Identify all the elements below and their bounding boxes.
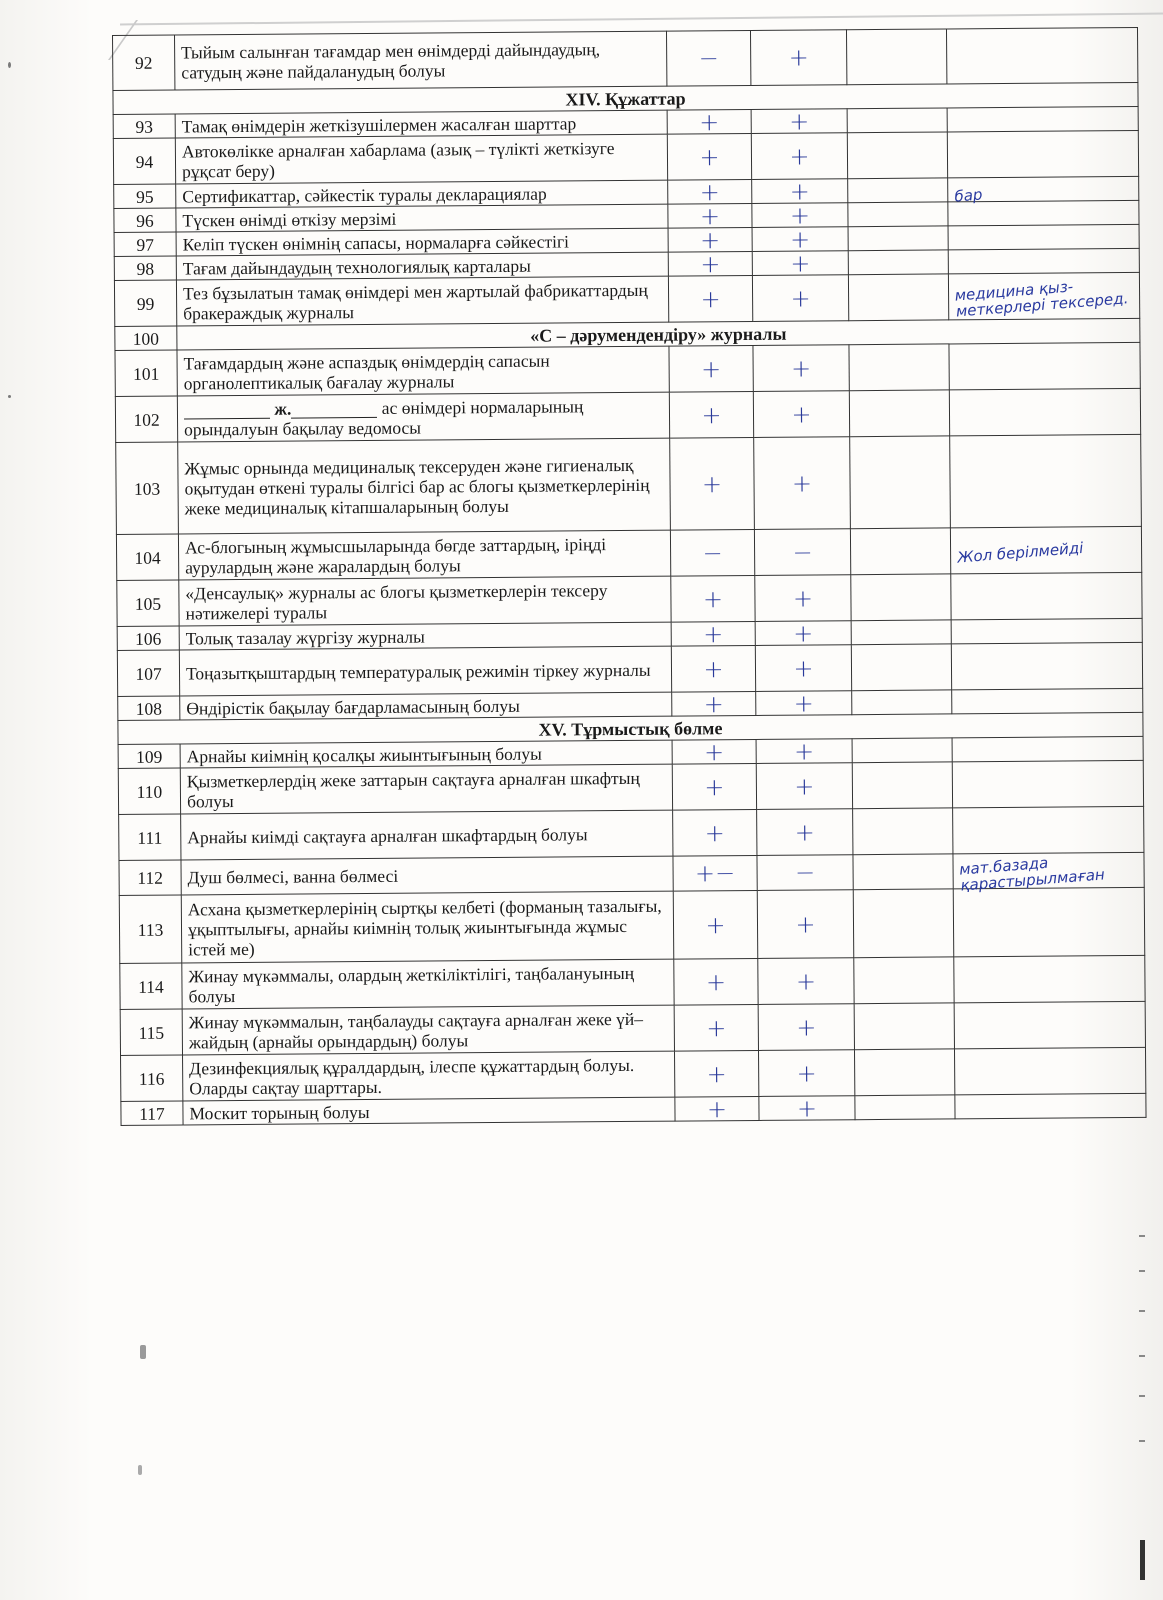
note-cell [952, 760, 1143, 807]
row-number: 107 [117, 650, 179, 696]
margin-mark [1140, 1540, 1145, 1580]
empty-cell [848, 202, 948, 227]
row-text: Тез бұзылатын тамақ өнімдері мен жартылай фабрикаттардың бракераждық журналы [176, 276, 668, 326]
section-title: «С – дәрумендендіру» журналы [177, 318, 1140, 350]
table-row [117, 642, 1142, 696]
mark-col-1: + [671, 621, 755, 646]
note-cell [948, 248, 1139, 273]
mark-col-1: + [668, 251, 752, 276]
mark-col-1: + [673, 890, 758, 959]
margin-mark [1139, 1395, 1145, 1397]
note-cell [955, 1093, 1146, 1118]
mark-col-2: + [759, 1096, 855, 1121]
row-number: 105 [117, 580, 179, 626]
empty-cell [849, 344, 949, 391]
note-cell [946, 27, 1137, 83]
row-number: 111 [119, 814, 181, 860]
empty-cell [854, 957, 954, 1004]
page-fold-edge [120, 13, 1163, 26]
empty-cell [851, 574, 951, 621]
mark-col-2: − [757, 855, 853, 891]
scan-speck [140, 1345, 146, 1359]
row-text-abbrev: ж. [274, 398, 292, 419]
mark-col-2: + [750, 30, 846, 86]
empty-cell [853, 854, 953, 890]
row-text: Арнайы киімнің қосалқы жиынтығының болуы [180, 740, 672, 768]
row-number: 93 [113, 114, 175, 138]
mark-col-1: + [668, 227, 752, 252]
row-number: 92 [113, 35, 175, 90]
empty-cell [849, 390, 949, 437]
table-row [116, 434, 1142, 534]
row-number: 116 [121, 1055, 183, 1101]
row-number: 95 [114, 184, 176, 208]
note-cell [951, 618, 1142, 643]
mark-col-1: + [667, 133, 751, 180]
note-cell: Жол берілмейді [950, 526, 1141, 573]
mark-col-2: + [752, 203, 848, 228]
mark-col-2: + [753, 391, 849, 438]
mark-col-2: + [757, 890, 854, 959]
row-number: 99 [114, 280, 176, 326]
empty-cell [850, 528, 950, 575]
margin-mark [1139, 1355, 1145, 1357]
mark-col-2: + [754, 437, 851, 530]
empty-cell [853, 889, 954, 958]
mark-col-2: + [755, 621, 851, 646]
row-number: 102 [115, 396, 177, 442]
empty-cell [852, 690, 952, 715]
row-text: Дезинфекциялық құралдардың, ілеспе құжаттардың болуы. Оларды сақтау шарттары. [183, 1051, 675, 1101]
row-number: 98 [114, 256, 176, 280]
table-row [113, 130, 1138, 184]
table-row [120, 955, 1145, 1009]
note-cell [953, 806, 1144, 853]
mark-col-2: + [756, 739, 852, 764]
row-number: 112 [119, 860, 181, 895]
empty-cell [852, 762, 952, 809]
row-text: Өндірістік бақылау бағдарламасының болуы [180, 692, 672, 720]
row-number: 101 [115, 350, 177, 396]
row-number: 108 [118, 696, 180, 720]
row-text: Жұмыс орнында медициналық тексеруден және гигиеналық оқытудан өткені туралы білгісі бар ас блогы қызметкерлерінің жеке медициналық кітапшаларының болуы [178, 438, 671, 534]
mark-col-2: + [751, 109, 847, 134]
mark-col-1: + [673, 809, 757, 856]
row-number: 114 [120, 963, 182, 1009]
note-cell [954, 1047, 1145, 1094]
mark-col-1: + [668, 275, 752, 322]
row-text-rest: ас өнімдері нормаларының орындалуын бақылау ведомосы [184, 395, 584, 439]
mark-col-1: + [669, 345, 753, 392]
empty-cell [855, 1095, 955, 1120]
note-cell [951, 642, 1142, 689]
mark-col-1: +− [673, 855, 757, 891]
mark-col-1: − [670, 529, 754, 576]
empty-cell [852, 738, 952, 763]
row-text: Тыйым салынған тағамдар мен өнімдерді дайындаудың, сатудың және пайдаланудың болуы [175, 31, 667, 90]
mark-col-2: + [757, 809, 853, 856]
mark-col-1: + [672, 739, 756, 764]
checklist-table [112, 27, 1147, 1126]
row-number: 94 [113, 138, 175, 184]
mark-col-2: + [756, 763, 852, 810]
note-cell [954, 955, 1145, 1002]
row-number: 106 [117, 626, 179, 650]
row-text: Москит торының болуы [183, 1097, 675, 1125]
table-row [115, 342, 1140, 396]
table-row [121, 1047, 1146, 1101]
note-cell [947, 130, 1138, 177]
empty-cell [846, 29, 946, 85]
note-cell [947, 106, 1138, 131]
row-text: Тоңазытқыштардың температуралық режимін тіркеу журналы [179, 646, 671, 696]
mark-col-2: + [751, 133, 847, 180]
mark-col-1: + [674, 1050, 758, 1097]
mark-col-1: + [668, 179, 752, 204]
row-number: 113 [119, 895, 182, 963]
blank-fill-line [291, 402, 377, 418]
table-row [120, 1001, 1145, 1055]
table-row [119, 887, 1145, 963]
note-cell [949, 342, 1140, 389]
row-text: Автокөлікке арналған хабарлама (азық – түлікті жеткізуге рұқсат беру) [175, 134, 667, 184]
scan-speck [138, 1465, 142, 1475]
row-number: 110 [118, 768, 180, 814]
row-text: Келіп түскен өнімнің сапасы, нормаларға сәйкестігі [176, 228, 668, 256]
margin-mark [1139, 1235, 1145, 1237]
mark-col-2: + [756, 691, 852, 716]
mark-col-1: + [671, 575, 755, 622]
note-cell [952, 688, 1143, 713]
note-cell [948, 200, 1139, 225]
row-text: Ас-блогының жұмысшыларында бөгде заттардың, іріңді аурулардың және жаралардың болуы [178, 530, 670, 580]
note-cell: медицина қыз-меткерлері тексеред. [948, 272, 1139, 319]
row-number: 115 [120, 1009, 182, 1055]
table-row [118, 760, 1143, 814]
note-cell: мат.базада қарастырылмаған [953, 852, 1144, 888]
margin-mark [1139, 1270, 1145, 1272]
row-text: Тамақ өнімдерін жеткізушілермен жасалған шарттар [175, 110, 667, 138]
empty-cell [848, 250, 948, 275]
mark-col-2: + [755, 575, 851, 622]
row-number: 97 [114, 232, 176, 256]
row-number: 103 [116, 442, 179, 534]
mark-col-1: + [675, 1096, 759, 1121]
table-row [117, 572, 1142, 626]
empty-cell [847, 108, 947, 133]
row-text: Жинау мүкәммалы, олардың жеткіліктілігі, таңбалануының болуы [182, 959, 674, 1009]
note-cell [953, 887, 1145, 956]
mark-col-1: + [669, 391, 753, 438]
empty-cell [854, 1003, 954, 1050]
mark-col-2: + [758, 1004, 854, 1051]
row-text: Тағам дайындаудың технологиялық карталары [176, 252, 668, 280]
table-row [113, 27, 1138, 90]
empty-cell [848, 178, 948, 203]
note-cell [950, 434, 1142, 527]
note-cell [954, 1001, 1145, 1048]
mark-col-1: + [668, 203, 752, 228]
table-row [115, 388, 1140, 442]
mark-col-1: + [671, 645, 755, 692]
mark-col-1: + [674, 1004, 758, 1051]
empty-cell [854, 1049, 954, 1096]
mark-col-2: + [752, 275, 848, 322]
empty-cell [851, 644, 951, 691]
table-row [116, 526, 1141, 580]
mark-col-1: + [674, 958, 758, 1005]
row-number: 117 [121, 1101, 183, 1125]
empty-cell [848, 274, 948, 321]
table-row [119, 852, 1144, 895]
row-text [177, 392, 669, 442]
mark-col-1: + [672, 763, 756, 810]
mark-col-2: + [752, 227, 848, 252]
note-cell [952, 736, 1143, 761]
empty-cell [847, 132, 947, 179]
mark-col-1: − [666, 30, 750, 86]
mark-col-2: + [752, 179, 848, 204]
section-title: XV. Тұрмыстық бөлме [118, 712, 1143, 744]
mark-col-1: + [672, 691, 756, 716]
row-text: Душ бөлмесі, ванна бөлмесі [181, 856, 673, 895]
mark-col-2: + [752, 251, 848, 276]
empty-cell [851, 620, 951, 645]
mark-col-2: + [758, 1050, 854, 1097]
row-number: 104 [116, 534, 178, 580]
empty-cell [848, 226, 948, 251]
note-cell [948, 224, 1139, 249]
row-text: «Денсаулық» журналы ас блогы қызметкерлерін тексеру нәтижелері туралы [179, 576, 671, 626]
scan-speck [8, 62, 11, 68]
table-row [119, 806, 1144, 860]
mark-col-2: − [754, 529, 850, 576]
section-title: XIV. Құжаттар [113, 82, 1138, 114]
row-text: Жинау мүкәммалын, таңбалауды сақтауға арналған жеке үй–жайдың (арнайы орындардың) болуы [182, 1005, 674, 1055]
row-text: Түскен өнімді өткізу мерзімі [176, 204, 668, 232]
table-row [114, 272, 1139, 326]
note-cell: бар [948, 176, 1139, 201]
note-cell [951, 572, 1142, 619]
mark-col-2: + [753, 345, 849, 392]
row-text: Тағамдардың және аспаздық өнімдердің сапасын органолептикалық бағалау журналы [177, 346, 669, 396]
note-cell [949, 388, 1140, 435]
row-number: 96 [114, 208, 176, 232]
mark-col-1: + [670, 437, 755, 530]
row-text: Сертификаттар, сәйкестік туралы декларациялар [176, 180, 668, 208]
row-number: 109 [118, 744, 180, 768]
blank-fill-line [184, 403, 270, 419]
empty-cell [850, 436, 951, 529]
row-text: Қызметкерлердің жеке заттарын сақтауға арналған шкафтың болуы [180, 764, 672, 814]
empty-cell [853, 808, 953, 855]
row-text: Толық тазалау жүргізу журналы [179, 622, 671, 650]
row-number: 100 [115, 326, 177, 350]
scan-speck [8, 395, 11, 398]
mark-col-1: + [667, 109, 751, 134]
mark-col-2: + [755, 645, 851, 692]
row-text: Арнайы киімді сақтауға арналған шкафтардың болуы [181, 810, 673, 860]
margin-mark [1139, 1440, 1145, 1442]
margin-mark [1139, 1310, 1145, 1312]
row-text: Асхана қызметкерлерінің сыртқы келбеті (форманың тазалығы, ұқыптылығы, арнайы киімнің толық жиынтығында жұмыс істей ме) [181, 891, 674, 963]
mark-col-2: + [758, 958, 854, 1005]
